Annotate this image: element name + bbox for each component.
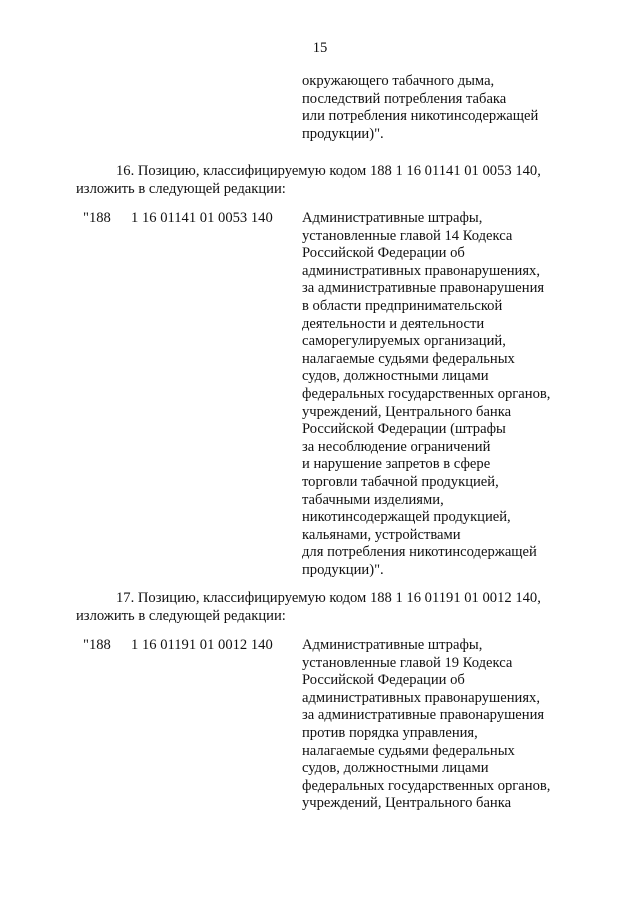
text-line: за административные правонарушения (302, 280, 545, 297)
text-line: окружающего табачного дыма, (302, 73, 495, 89)
text-line: или потребления никотинсодержащей (302, 108, 539, 125)
item-16-intro (76, 163, 576, 198)
text-line: судов, должностными лицами (302, 368, 489, 385)
text-line: Российской Федерации (штрафы (302, 421, 506, 438)
item-17-code-prefix: "188 (83, 637, 111, 653)
text-line: деятельности и деятельности (302, 315, 485, 332)
text-line: последствий потребления табака (302, 90, 507, 107)
text-line: саморегулируемых организаций, (302, 333, 506, 350)
item-17-description (302, 637, 550, 813)
text-line: федеральных государственных органов, (302, 385, 551, 402)
text-line: установленные главой 19 Кодекса (302, 654, 513, 671)
text-line: за несоблюдение ограничений (302, 438, 491, 455)
item-16-intro-line-2: изложить в следующей редакции: (76, 180, 286, 197)
text-line: налагаемые судьями федеральных (302, 350, 515, 367)
continuation-text (302, 73, 538, 143)
item-17-intro (76, 590, 576, 625)
text-line: для потребления никотинсодержащей (302, 544, 537, 561)
text-line: в области предпринимательской (302, 297, 503, 314)
item-16-code: 1 16 01141 01 0053 140 (131, 210, 273, 226)
text-line: судов, должностными лицами (302, 760, 489, 777)
text-line: против порядка управления, (302, 724, 478, 741)
text-line: табачными изделиями, (302, 491, 444, 508)
text-line: никотинсодержащей продукцией, (302, 509, 511, 526)
text-line: за административные правонарушения (302, 707, 545, 724)
text-line: административных правонарушениях, (302, 689, 540, 706)
text-line: учреждений, Центрального банка (302, 403, 512, 420)
text-line: учреждений, Центрального банка (302, 795, 512, 812)
text-line: административных правонарушениях, (302, 262, 540, 279)
text-line: торговли табачной продукцией, (302, 473, 499, 490)
item-16-code-prefix: "188 (83, 210, 111, 226)
item-16-description (302, 210, 550, 579)
page-number: 15 (312, 40, 328, 56)
text-line: федеральных государственных органов, (302, 777, 551, 794)
text-line: налагаемые судьями федеральных (302, 742, 515, 759)
text-line: Российской Федерации об (302, 672, 465, 689)
text-line: продукции)". (302, 125, 384, 142)
text-line: Административные штрафы, (302, 637, 483, 653)
item-16-intro-line-1: 16. Позицию, классифицируемую кодом 188 1 16 01141 01 0053 140, (116, 163, 541, 179)
text-line: установленные главой 14 Кодекса (302, 227, 513, 244)
item-17-code: 1 16 01191 01 0012 140 (131, 637, 273, 653)
text-line: и нарушение запретов в сфере (302, 456, 491, 473)
item-17-intro-line-2: изложить в следующей редакции: (76, 607, 286, 624)
text-line: продукции)". (302, 561, 384, 578)
text-line: кальянами, устройствами (302, 526, 461, 543)
text-line: Административные штрафы, (302, 210, 483, 226)
item-17-intro-line-1: 17. Позицию, классифицируемую кодом 188 1 16 01191 01 0012 140, (116, 590, 541, 606)
text-line: Российской Федерации об (302, 245, 465, 262)
